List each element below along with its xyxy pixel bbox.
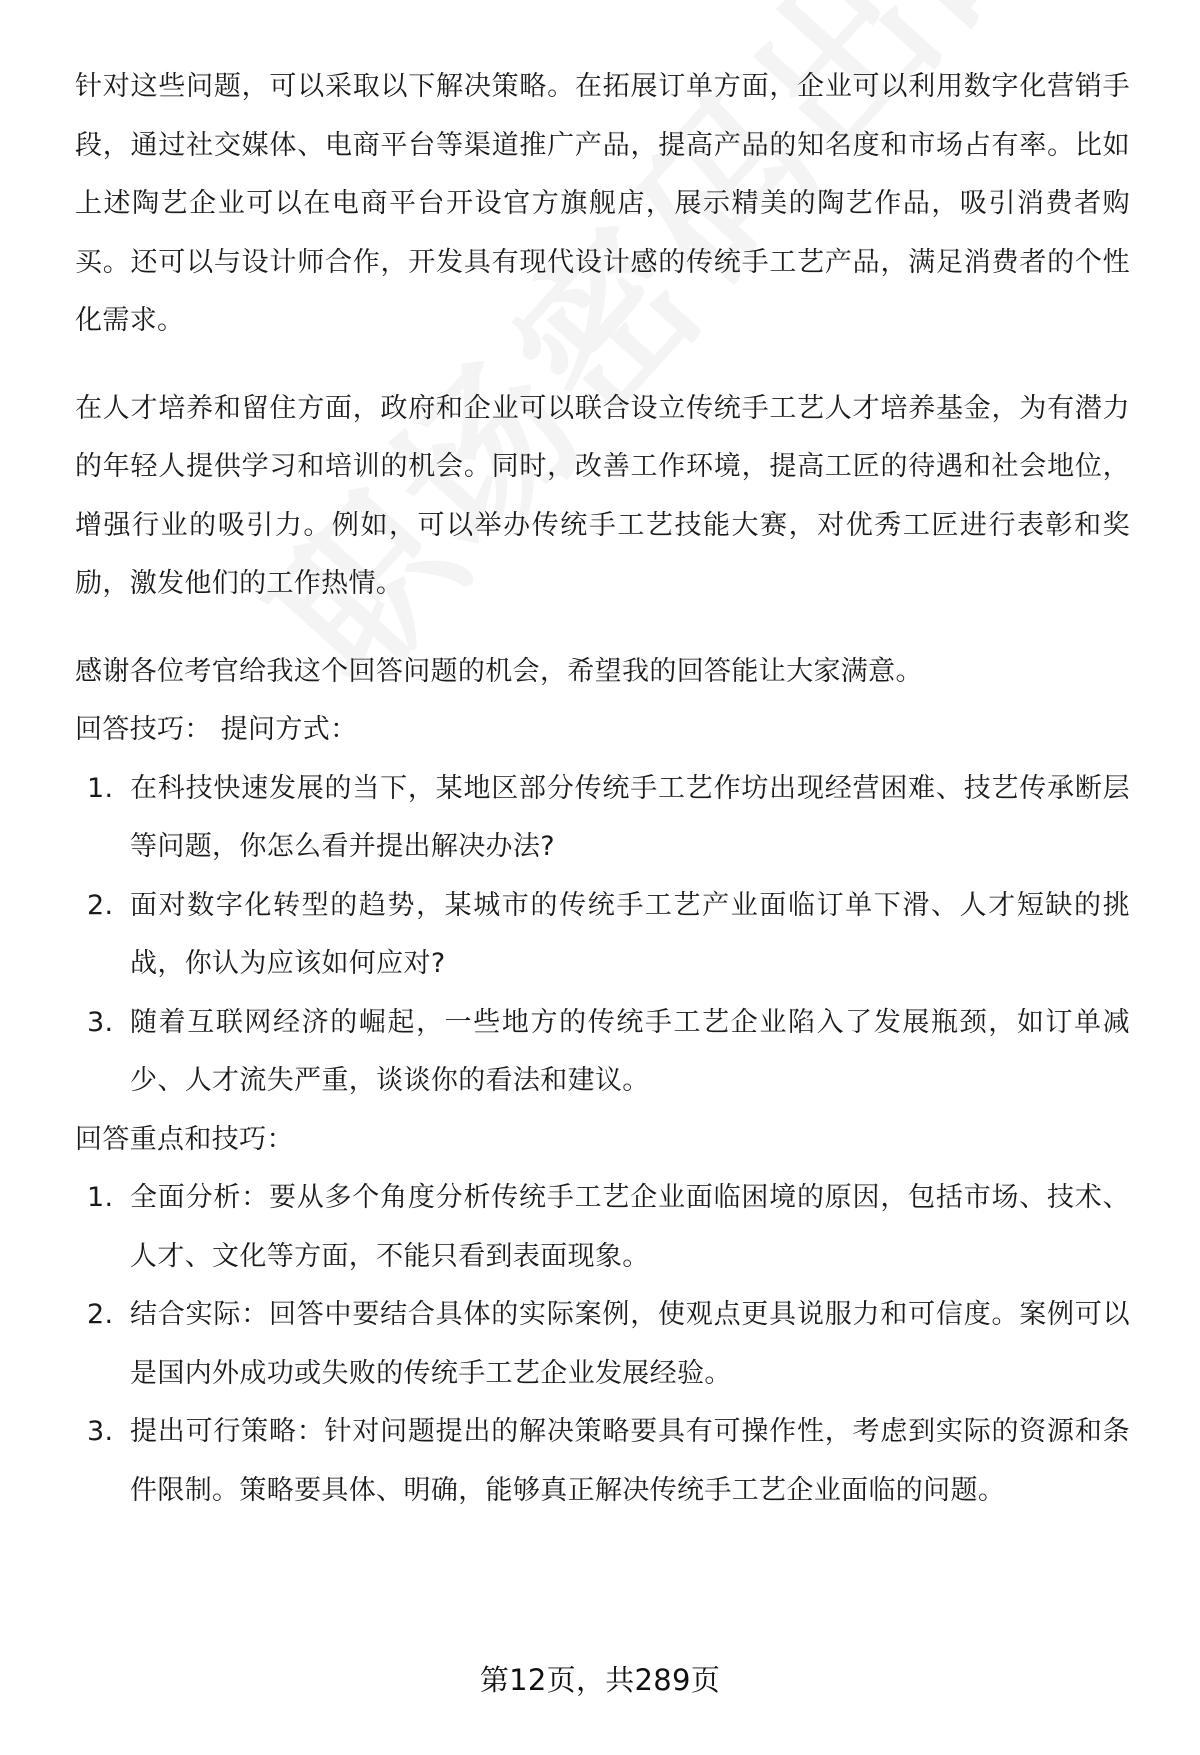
- list-item-text: 提出可行策略：针对问题提出的解决策略要具有可操作性，考虑到实际的资源和条件限制。策略要具体、明确，能够真正解决传统手工艺企业面临的问题。: [130, 1416, 1130, 1506]
- paragraph-thanks: 感谢各位考官给我这个回答问题的机会，希望我的回答能让大家满意。: [75, 655, 923, 687]
- list-number: 2.: [87, 1299, 114, 1330]
- list-item: [75, 877, 1130, 994]
- list-number: 1.: [87, 772, 114, 804]
- list-number: 2.: [87, 889, 114, 921]
- list-item-text: 随着互联网经济的崛起，一些地方的传统手工艺企业陷入了发展瓶颈，如订单减少、人才流失严重，谈谈你的看法和建议。: [130, 1006, 1130, 1096]
- questions-list: [75, 760, 1130, 1111]
- list-item: [75, 1286, 1130, 1403]
- list-item: [75, 760, 1130, 877]
- list-item-text: 全面分析：要从多个角度分析传统手工艺企业面临困境的原因，包括市场、技术、人才、文化等方面，不能只看到表面现象。: [130, 1182, 1130, 1272]
- list-number: 3.: [87, 1416, 114, 1447]
- questions-heading: 回答技巧： 提问方式：: [75, 714, 358, 745]
- paragraph-talent: 在人才培养和留住方面，政府和企业可以联合设立传统手工艺人才培养基金，为有潜力的年轻人提供学习和培训的机会。同时，改善工作环境，提高工匠的待遇和社会地位，增强行业的吸引力。例如，可以举办传统手工艺技能大赛，对优秀工匠进行表彰和奖励，激发他们的工作热情。: [75, 392, 1130, 599]
- list-item: [75, 1169, 1130, 1286]
- paragraph-strategies: 针对这些问题，可以采取以下解决策略。在拓展订单方面，企业可以利用数字化营销手段，通过社交媒体、电商平台等渠道推广产品，提高产品的知名度和市场占有率。比如上述陶艺企业可以在电商平台开设官方旗舰店，展示精美的陶艺作品，吸引消费者购买。还可以与设计师合作，开发具有现代设计感的传统手工艺产品，满足消费者的个性化需求。: [75, 71, 1130, 336]
- list-number: 1.: [87, 1182, 114, 1213]
- page-number-footer: 第12页，共289页: [479, 1663, 721, 1697]
- tips-list: [75, 1169, 1130, 1520]
- document-page: [75, 58, 1130, 1698]
- list-item: [75, 1403, 1130, 1520]
- list-item: [75, 994, 1130, 1111]
- list-item-text: 面对数字化转型的趋势，某城市的传统手工艺产业面临订单下滑、人才短缺的挑战，你认为应该如何应对?: [130, 889, 1130, 979]
- list-item-text: 结合实际：回答中要结合具体的实际案例，使观点更具说服力和可信度。案例可以是国内外成功或失败的传统手工艺企业发展经验。: [130, 1299, 1130, 1389]
- list-item-text: 在科技快速发展的当下，某地区部分传统手工艺作坊出现经营困难、技艺传承断层等问题，你怎么看并提出解决办法?: [130, 772, 1130, 862]
- list-number: 3.: [87, 1006, 114, 1038]
- tips-heading: 回答重点和技巧：: [75, 1123, 294, 1155]
